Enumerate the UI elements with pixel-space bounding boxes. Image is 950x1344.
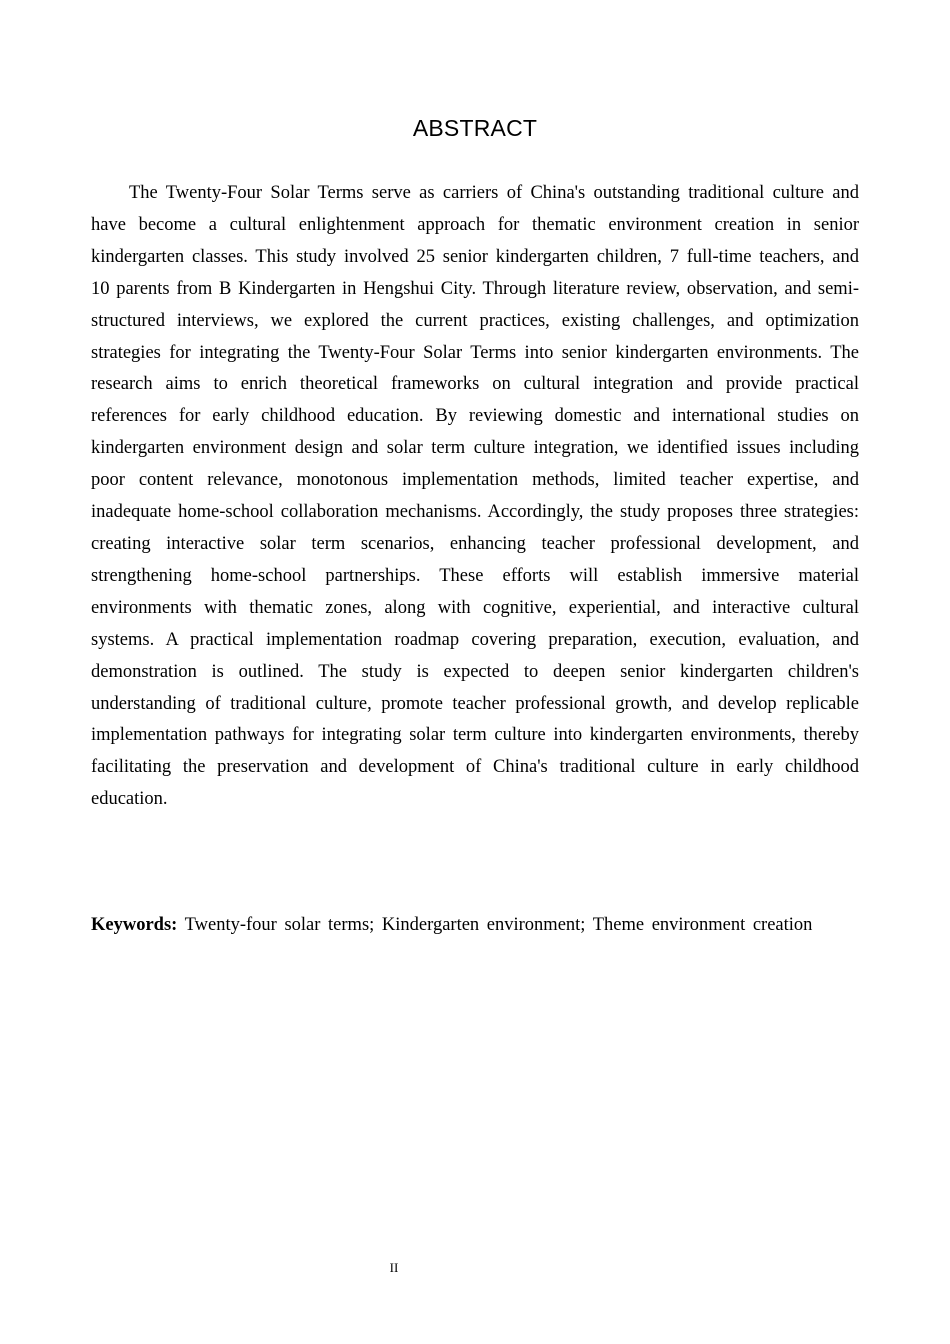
keywords-line bbox=[91, 910, 871, 940]
abstract-body: The Twenty-Four Solar Terms serve as carriers of China's outstanding traditional culture and have become a cultural enlightenment approach for thematic environment creation in senior kindergarten classes. This study involved 25 senior kindergarten children, 7 full-time teachers, and 10 parents from B Kindergarten in Hengshui City. Through literature review, observation, and semi-structured interviews, we explored the current practices, existing challenges, and optimization strategies for integrating the Twenty-Four Solar Terms into senior kindergarten environments. The research aims to enrich theoretical frameworks on cultural integration and provide practical references for early childhood education. By reviewing domestic and international studies on kindergarten environment design and solar term culture integration, we identified issues including poor content relevance, monotonous implementation methods, limited teacher expertise, and inadequate home-school collaboration mechanisms. Accordingly, the study proposes three strategies: creating interactive solar term scenarios, enhancing teacher professional development, and strengthening home-school partnerships. These efforts will establish immersive material environments with thematic zones, along with cognitive, experiential, and interactive cultural systems. A practical implementation roadmap covering preparation, execution, evaluation, and demonstration is outlined. The study is expected to deepen senior kindergarten children's understanding of traditional culture, promote teacher professional growth, and develop replicable implementation pathways for integrating solar term culture into kindergarten environments, thereby facilitating the preservation and development of China's traditional culture in early childhood education. bbox=[91, 183, 859, 810]
keywords-label: Keywords: bbox=[91, 915, 178, 935]
keywords-text: Twenty-four solar terms; Kindergarten environment; Theme environment creation bbox=[184, 915, 813, 935]
abstract-title: ABSTRACT bbox=[412, 115, 538, 141]
page-number: II bbox=[389, 1260, 399, 1275]
